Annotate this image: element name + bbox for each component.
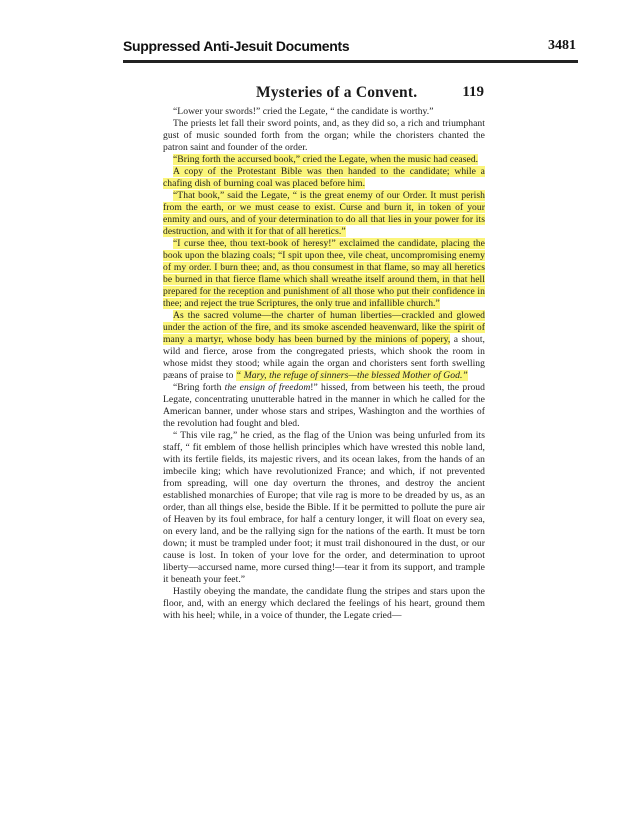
document-header <box>123 36 578 58</box>
paragraph <box>163 586 485 622</box>
page-body <box>163 106 485 622</box>
book-page-title: Mysteries of a Convent. <box>256 84 418 101</box>
text-segment: The priests let fall their sword points, and, as they did so, a rich and triumphant gust of music sounded forth from the organ; while the choristers chanted the patron saint and founder of the order. <box>163 118 485 153</box>
document-page-number: 3481 <box>548 38 576 53</box>
paragraph <box>163 310 485 382</box>
text-segment: Hastily obeying the mandate, the candidate flung the stripes and stars upon the floor, and, with an energy which declared the feelings of his heart, ground them with his heel; while, in a voice of thunder, the Legate cried— <box>163 586 485 621</box>
text-segment: “Bring forth <box>173 382 225 393</box>
highlighted-text: “ Mary, the refuge of sinners—the blessed Mother of God.” <box>235 370 468 381</box>
text-segment: a shout, wild and fierce, arose from the congregated priests, which shook the room in whose midst they stood; while again the organ and choristers sent forth swelling pæans of praise to <box>163 334 485 381</box>
paragraph <box>163 154 485 166</box>
highlighted-text: A copy of the Protestant Bible was then handed to the candidate; while a chafing dish of burning coal was placed before him. <box>163 166 485 189</box>
paragraph <box>163 166 485 190</box>
highlighted-text: “I curse thee, thou text-book of heresy!” exclaimed the candidate, placing the book upon the blazing coals; “I spit upon thee, vile cheat, uncompromising enemy of my order. I burn thee; and, as thou consumest in that flame, so may all heretics be burned in that fierce flame which shall wreathe itself around them, in that hell prepared for the reception and punishment of all those who put their confidence in thee; and reject the true Scriptures, the only true and infallible church.” <box>163 238 485 309</box>
text-segment: “Lower your swords!” cried the Legate, “ the candidate is worthy.” <box>173 106 434 117</box>
book-running-head <box>164 84 484 108</box>
highlighted-text: As the sacred volume—the charter of human liberties—crackled and glowed under the action of the fire, and its smoke ascended heavenward, like the spirit of many a martyr, whose body has been burned by the minions of popery, <box>163 310 485 345</box>
paragraph <box>163 190 485 238</box>
paragraph <box>163 106 485 118</box>
text-segment: “ This vile rag,” he cried, as the flag of the Union was being unfurled from its staff, “ fit emblem of those hellish principles which have wrested this noble land, with its fertile fields, its majestic rivers, and its ocean lakes, from the hands of an imbecile king; which have revolutionized France; and which, if not prevented from spreading, will one day overturn the thrones, and destroy the ancient established monarchies of Europe; that vile rag is more to be dreaded by us, as an order, than all things else, beside the Bible. If it be permitted to pollute the pure air of Heaven by its foul embrace, for half a century longer, it will float on every sea, on every land, and be the rallying sign for the nations of the earth. It must be torn down; it must be trampled under foot; it must trail dishonoured in the dust, or our cause is lost. In token of your love for the order, and determination to uproot liberty—accursed name, more cursed thing!—tear it from its support, and trample it beneath your feet.” <box>163 430 485 585</box>
paragraph <box>163 382 485 430</box>
text-segment: !” hissed, from between his teeth, the proud Legate, concentrating unutterable hatred in the manner in which he called for the American banner, under whose stars and stripes, Washington and the worthies of the revolution had fought and bled. <box>163 382 485 429</box>
text-segment: the ensign of freedom <box>224 382 311 393</box>
book-page-number: 119 <box>462 84 484 100</box>
paragraph <box>163 118 485 154</box>
document-title: Suppressed Anti-Jesuit Documents <box>123 38 350 54</box>
paragraph <box>163 238 485 310</box>
highlighted-text: “That book,” said the Legate, “ is the great enemy of our Order. It must perish from the earth, or we must cease to exist. Curse and burn it, in token of your enmity and ours, and of your determination to do all that lies in your power for its destruction, and with it for that of all heretics.” <box>163 190 485 237</box>
paragraph <box>163 430 485 586</box>
highlighted-text: “Bring forth the accursed book,” cried the Legate, when the music had ceased. <box>173 154 479 165</box>
header-rule <box>123 60 578 63</box>
